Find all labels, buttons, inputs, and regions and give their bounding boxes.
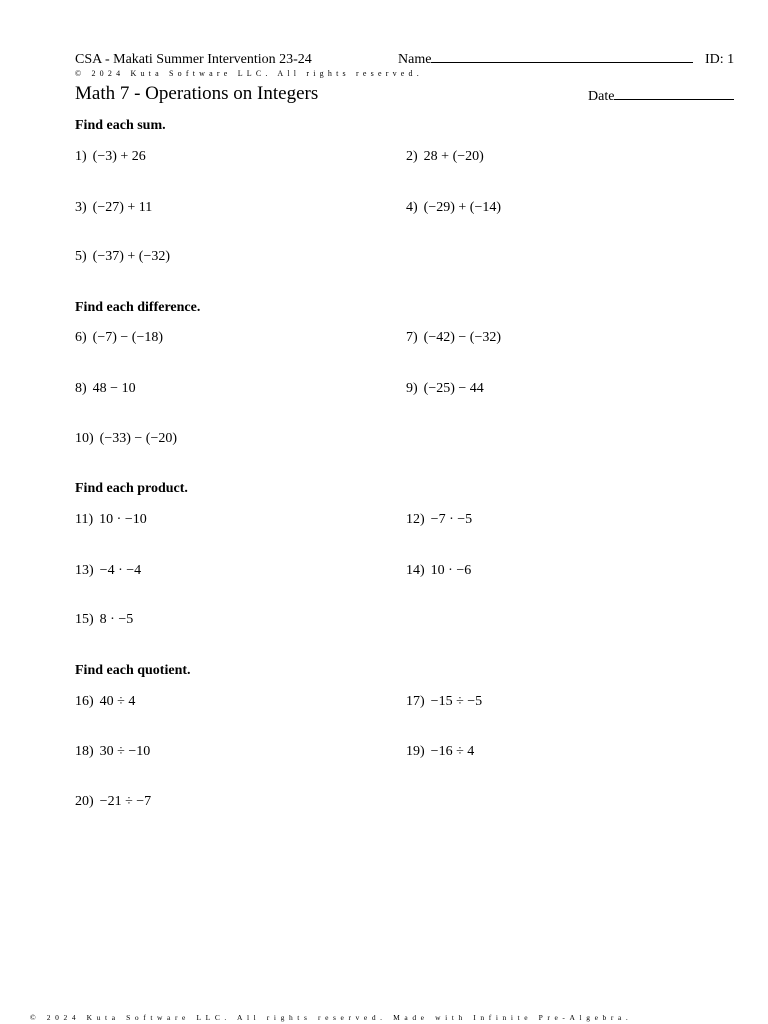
problem-number: 19) [406, 744, 425, 759]
problem-expression: 48 − 10 [92, 381, 136, 396]
problem-number: 11) [75, 512, 94, 527]
problem-expression: −16 ÷ 4 [430, 744, 475, 759]
problem-number: 15) [75, 612, 94, 627]
problem [406, 744, 474, 760]
problem-number: 17) [406, 694, 425, 709]
problem-expression: −7 · −5 [430, 512, 473, 527]
name-blank [431, 62, 693, 63]
problem-expression: 40 ÷ 4 [99, 694, 136, 709]
problem-expression: −21 ÷ −7 [99, 794, 152, 809]
problem [75, 249, 170, 265]
problem-number: 3) [75, 200, 87, 215]
section-heading-difference: Find each difference. [75, 300, 201, 315]
problem [406, 563, 471, 579]
problem-expression: (−29) + (−14) [423, 200, 502, 215]
problem [75, 612, 133, 628]
problem [75, 694, 135, 710]
problem [75, 200, 152, 216]
problem [75, 512, 147, 528]
footer-copyright: © 2024 Kuta Software LLC. All rights reserved. Made with Infinite Pre-Algebra. [30, 1013, 633, 1022]
problem [75, 149, 146, 165]
problem [75, 381, 136, 397]
problem [406, 694, 482, 710]
problem-expression: (−25) − 44 [423, 381, 484, 396]
problem-expression: (−33) − (−20) [99, 431, 178, 446]
date-label: Date [588, 89, 615, 104]
problem-number: 10) [75, 431, 94, 446]
section-heading-sum: Find each sum. [75, 118, 166, 133]
problem-number: 1) [75, 149, 87, 164]
problem-number: 13) [75, 563, 94, 578]
problem [75, 563, 141, 579]
problem-number: 9) [406, 381, 418, 396]
problem-number: 2) [406, 149, 418, 164]
problem-expression: (−42) − (−32) [423, 330, 502, 345]
problem [75, 431, 177, 447]
name-label: Name [398, 52, 432, 67]
problem-expression: −4 · −4 [99, 563, 142, 578]
problem-number: 5) [75, 249, 87, 264]
date-blank [614, 99, 734, 100]
problem-number: 7) [406, 330, 418, 345]
problem [75, 794, 151, 810]
problem [406, 149, 484, 165]
id-label: ID: 1 [705, 52, 735, 67]
page-title: Math 7 - Operations on Integers [75, 83, 319, 104]
section-heading-product: Find each product. [75, 481, 188, 496]
problem-number: 12) [406, 512, 425, 527]
problem [75, 330, 163, 346]
problem-number: 18) [75, 744, 94, 759]
section-heading-quotient: Find each quotient. [75, 663, 191, 678]
problem-expression: (−3) + 26 [92, 149, 146, 164]
problem-expression: −15 ÷ −5 [430, 694, 483, 709]
problem-expression: 28 + (−20) [423, 149, 484, 164]
problem-number: 14) [406, 563, 425, 578]
problem [406, 200, 501, 216]
class-name: CSA - Makati Summer Intervention 23-24 [75, 52, 312, 67]
problem-number: 16) [75, 694, 94, 709]
problem [75, 744, 150, 760]
problem-expression: (−7) − (−18) [92, 330, 164, 345]
name-field [398, 52, 693, 68]
problem-expression: (−37) + (−32) [92, 249, 171, 264]
problem-number: 6) [75, 330, 87, 345]
problem-expression: 10 · −10 [99, 512, 147, 527]
problem [406, 512, 472, 528]
problem-expression: 8 · −5 [99, 612, 134, 627]
copyright-line: © 2024 Kuta Software LLC. All rights reserved. [75, 69, 423, 78]
problem [406, 330, 501, 346]
problem-number: 20) [75, 794, 94, 809]
problem-expression: (−27) + 11 [92, 200, 153, 215]
problem-number: 4) [406, 200, 418, 215]
problem-expression: 10 · −6 [430, 563, 472, 578]
date-field [588, 89, 734, 105]
problem-expression: 30 ÷ −10 [99, 744, 151, 759]
problem-number: 8) [75, 381, 87, 396]
problem [406, 381, 484, 397]
